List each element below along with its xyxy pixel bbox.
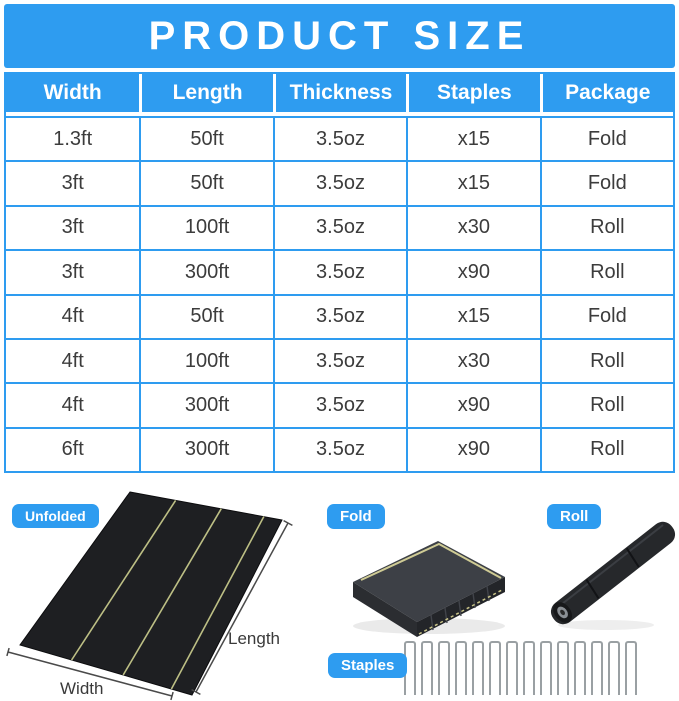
table-cell: Fold <box>540 116 673 160</box>
col-header-package: Package <box>540 74 673 116</box>
staple-icon <box>608 641 620 695</box>
staple-icon <box>523 641 535 695</box>
col-header-width: Width <box>6 74 139 116</box>
product-size-table <box>4 72 675 473</box>
staples-row <box>404 641 676 697</box>
staple-icon <box>591 641 603 695</box>
table-cell: Roll <box>540 205 673 249</box>
table-cell: x90 <box>406 382 539 426</box>
table-cell: 300ft <box>139 249 272 293</box>
staple-icon <box>557 641 569 695</box>
table-cell: 3ft <box>6 249 139 293</box>
table-cell: 100ft <box>139 205 272 249</box>
staple-icon <box>625 641 637 695</box>
table-cell: x15 <box>406 160 539 204</box>
table-cell: Roll <box>540 338 673 382</box>
table-cell: x30 <box>406 338 539 382</box>
staple-icon <box>540 641 552 695</box>
table-cell: 3.5oz <box>273 338 406 382</box>
roll-badge: Roll <box>547 504 601 529</box>
length-dimension-label: Length <box>228 629 280 648</box>
col-header-thickness: Thickness <box>273 74 406 116</box>
table-cell: 50ft <box>139 116 272 160</box>
table-cell: 1.3ft <box>6 116 139 160</box>
table-cell: Roll <box>540 249 673 293</box>
table-cell: 300ft <box>139 382 272 426</box>
table-cell: 3ft <box>6 205 139 249</box>
folded-fabric-illustration <box>345 527 515 639</box>
table-cell: 50ft <box>139 294 272 338</box>
staple-icon <box>438 641 450 695</box>
staple-icon <box>574 641 586 695</box>
table-cell: 50ft <box>139 160 272 204</box>
table-cell: 6ft <box>6 427 139 471</box>
table-cell: 3.5oz <box>273 116 406 160</box>
table-cell: Fold <box>540 294 673 338</box>
table-cell: 3.5oz <box>273 427 406 471</box>
col-header-length: Length <box>139 74 272 116</box>
staple-icon <box>489 641 501 695</box>
staple-icon <box>455 641 467 695</box>
table-cell: 4ft <box>6 294 139 338</box>
col-header-staples: Staples <box>406 74 539 116</box>
product-size-banner <box>4 4 675 68</box>
table-cell: 3.5oz <box>273 205 406 249</box>
table-cell: 3.5oz <box>273 160 406 204</box>
rolled-fabric-illustration <box>540 513 679 633</box>
table-cell: Fold <box>540 160 673 204</box>
table-cell: 3ft <box>6 160 139 204</box>
table-cell: x90 <box>406 427 539 471</box>
staple-icon <box>421 641 433 695</box>
table-cell: 4ft <box>6 382 139 426</box>
width-dimension-label: Width <box>60 679 104 698</box>
unfolded-badge: Unfolded <box>12 504 99 528</box>
table-cell: 300ft <box>139 427 272 471</box>
table-cell: 4ft <box>6 338 139 382</box>
staples-badge: Staples <box>328 653 407 678</box>
staple-icon <box>472 641 484 695</box>
page-title: PRODUCT SIZE <box>148 13 531 58</box>
table-cell: x15 <box>406 116 539 160</box>
table-cell: Roll <box>540 382 673 426</box>
table-cell: x15 <box>406 294 539 338</box>
table-cell: x90 <box>406 249 539 293</box>
table-cell: Roll <box>540 427 673 471</box>
staple-icon <box>506 641 518 695</box>
table-cell: 3.5oz <box>273 249 406 293</box>
table-cell: 100ft <box>139 338 272 382</box>
table-cell: 3.5oz <box>273 382 406 426</box>
table-cell: x30 <box>406 205 539 249</box>
table-cell: 3.5oz <box>273 294 406 338</box>
fold-badge: Fold <box>327 504 385 529</box>
